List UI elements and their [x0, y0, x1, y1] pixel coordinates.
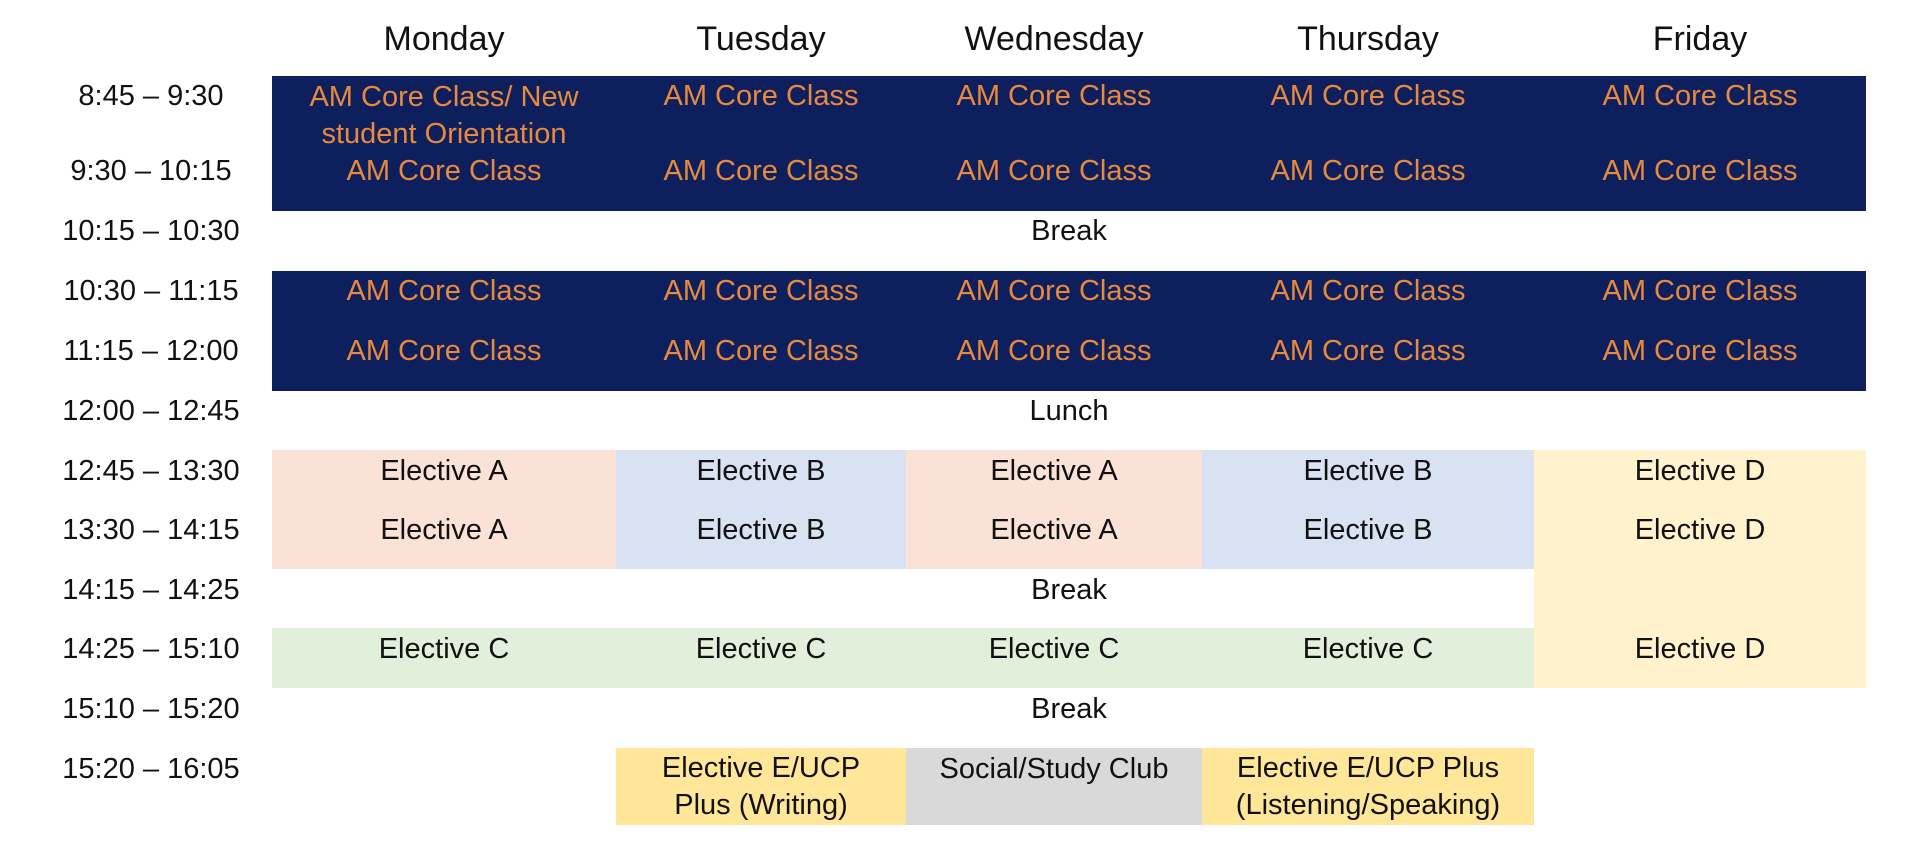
time-slot: 15:10 – 15:20	[62, 692, 240, 725]
class-cell: AM Core Class	[1602, 334, 1798, 367]
class-cell: Elective B	[696, 454, 826, 487]
class-cell: Elective B	[1303, 454, 1433, 487]
class-cell: AM Core Class	[1602, 79, 1798, 112]
time-slot: 9:30 – 10:15	[70, 154, 232, 187]
class-cell: AM Core Class	[956, 334, 1152, 367]
class-cell: Social/Study Club	[939, 752, 1169, 785]
class-cell: Elective D	[1634, 632, 1766, 665]
class-cell: Elective C	[988, 632, 1120, 665]
class-cell: AM Core Class	[956, 154, 1152, 187]
class-cell: Elective E/UCP Plus (Writing)	[661, 752, 861, 821]
day-header-monday: Monday	[383, 19, 505, 58]
day-header-tuesday: Tuesday	[696, 19, 826, 58]
class-cell: Elective C	[1302, 632, 1434, 665]
class-cell: AM Core Class	[663, 274, 859, 307]
time-slot: 11:15 – 12:00	[63, 334, 239, 367]
class-cell: Elective D	[1634, 454, 1766, 487]
class-cell: AM Core Class	[663, 154, 859, 187]
class-cell: AM Core Class	[1602, 154, 1798, 187]
class-cell: Elective C	[695, 632, 827, 665]
time-slot: 12:45 – 13:30	[62, 454, 240, 487]
time-slot: 12:00 – 12:45	[62, 394, 240, 427]
class-cell: AM Core Class	[346, 274, 542, 307]
class-cell: Elective A	[380, 454, 508, 487]
class-cell: AM Core Class	[663, 334, 859, 367]
class-cell: Elective D	[1634, 513, 1766, 546]
class-cell: Elective C	[378, 632, 510, 665]
class-cell: AM Core Class	[1602, 274, 1798, 307]
time-slot: 10:15 – 10:30	[62, 214, 240, 247]
class-cell: Elective A	[990, 513, 1118, 546]
time-slot: 14:15 – 14:25	[62, 573, 240, 606]
class-cell: AM Core Class	[346, 334, 542, 367]
day-header-friday: Friday	[1652, 19, 1748, 58]
time-slot: 13:30 – 14:15	[62, 513, 240, 546]
class-cell: AM Core Class	[1270, 274, 1466, 307]
class-cell: Elective A	[380, 513, 508, 546]
class-cell: AM Core Class	[346, 154, 542, 187]
day-header-wednesday: Wednesday	[964, 19, 1144, 58]
class-cell: Elective E/UCP Plus (Listening/Speaking)	[1235, 752, 1501, 821]
time-slot: 14:25 – 15:10	[62, 632, 240, 665]
break-label: Break	[1031, 692, 1107, 725]
day-header-thursday: Thursday	[1297, 19, 1439, 58]
class-cell: AM Core Class/ New student Orientation	[309, 81, 579, 150]
class-cell: AM Core Class	[956, 274, 1152, 307]
break-label: Break	[1031, 573, 1107, 606]
class-cell: Elective B	[1303, 513, 1433, 546]
break-label: Break	[1031, 214, 1107, 247]
class-cell: AM Core Class	[1270, 334, 1466, 367]
class-cell: AM Core Class	[1270, 79, 1466, 112]
class-cell: AM Core Class	[1270, 154, 1466, 187]
class-cell: Elective A	[990, 454, 1118, 487]
class-cell: AM Core Class	[663, 79, 859, 112]
class-cell: AM Core Class	[956, 79, 1152, 112]
time-slot: 8:45 – 9:30	[78, 79, 224, 112]
time-slot: 15:20 – 16:05	[62, 752, 240, 785]
class-cell: Elective B	[696, 513, 826, 546]
lunch-label: Lunch	[1029, 394, 1109, 427]
time-slot: 10:30 – 11:15	[63, 274, 239, 307]
